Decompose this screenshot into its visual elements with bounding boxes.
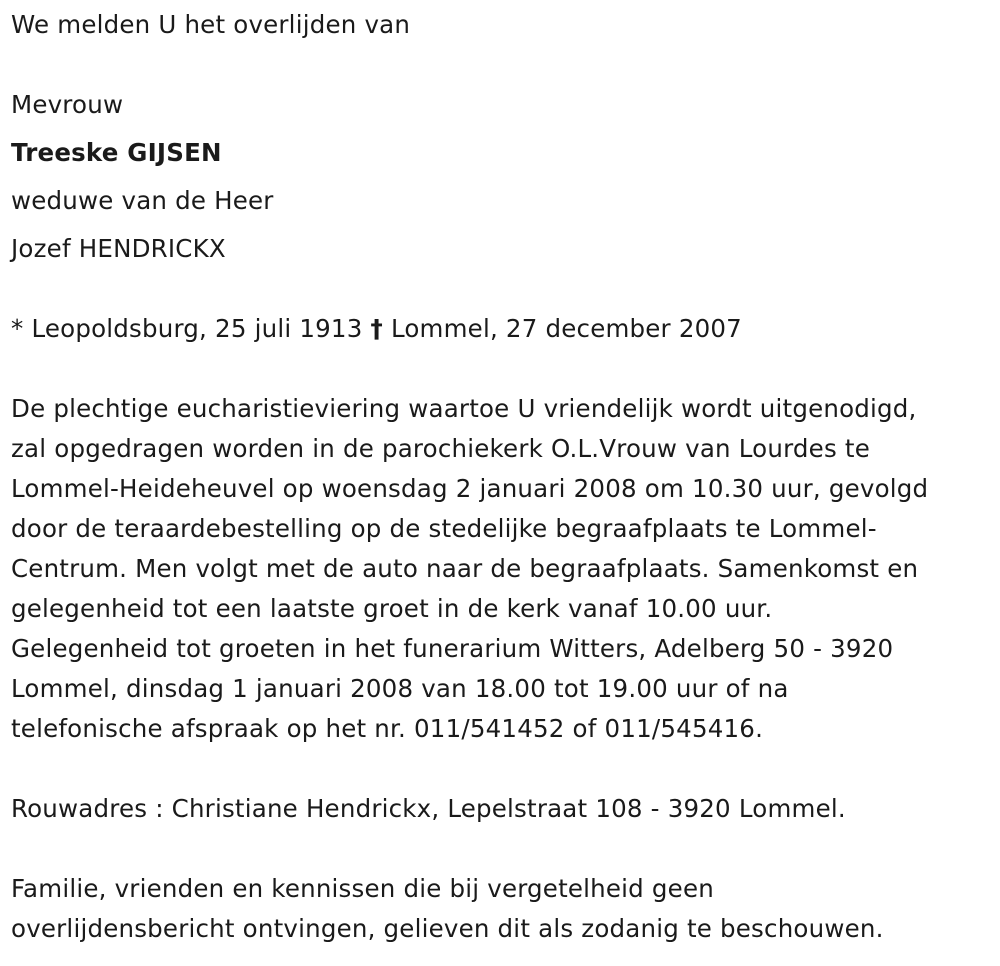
widow-of-text: weduwe van de Heer <box>11 186 274 215</box>
dagger-icon: † <box>370 314 383 343</box>
ceremony-line: telefonische afspraak op het nr. 011/541452 of 011/545416. <box>11 714 764 743</box>
ceremony-line: Lommel, dinsdag 1 januari 2008 van 18.00 tot 19.00 uur of na <box>11 674 789 703</box>
death-info: Lommel, 27 december 2007 <box>390 314 742 343</box>
ceremony-line: zal opgedragen worden in de parochiekerk O.L.Vrouw van Lourdes te <box>11 434 870 463</box>
ceremony-line: Gelegenheid tot groeten in het funerarium Witters, Adelberg 50 - 3920 <box>11 634 894 663</box>
ceremony-line: Centrum. Men volgt met de auto naar de begraafplaats. Samenkomst en <box>11 554 919 583</box>
birth-info: * Leopoldsburg, 25 juli 1913 <box>11 314 363 343</box>
ceremony-paragraph <box>11 389 996 749</box>
ceremony-line: gelegenheid tot een laatste groet in de kerk vanaf 10.00 uur. <box>11 594 773 623</box>
intro-text: We melden U het overlijden van <box>11 10 411 39</box>
spouse-name: Jozef HENDRICKX <box>11 234 226 263</box>
closing-line: overlijdensbericht ontvingen, gelieven dit als zodanig te beschouwen. <box>11 914 884 943</box>
deceased-name: Treeske GIJSEN <box>11 138 222 167</box>
ceremony-line: door de teraardebestelling op de stedelijke begraafplaats te Lommel- <box>11 514 877 543</box>
closing-paragraph <box>11 869 996 949</box>
mourning-address: Rouwadres : Christiane Hendrickx, Lepelstraat 108 - 3920 Lommel. <box>11 794 846 823</box>
ceremony-line: De plechtige eucharistieviering waartoe U vriendelijk wordt uitgenodigd, <box>11 394 917 423</box>
ceremony-line: Lommel-Heideheuvel op woensdag 2 januari 2008 om 10.30 uur, gevolgd <box>11 474 929 503</box>
closing-line: Familie, vrienden en kennissen die bij vergetelheid geen <box>11 874 714 903</box>
birth-death-line <box>11 313 742 345</box>
salutation: Mevrouw <box>11 90 124 119</box>
